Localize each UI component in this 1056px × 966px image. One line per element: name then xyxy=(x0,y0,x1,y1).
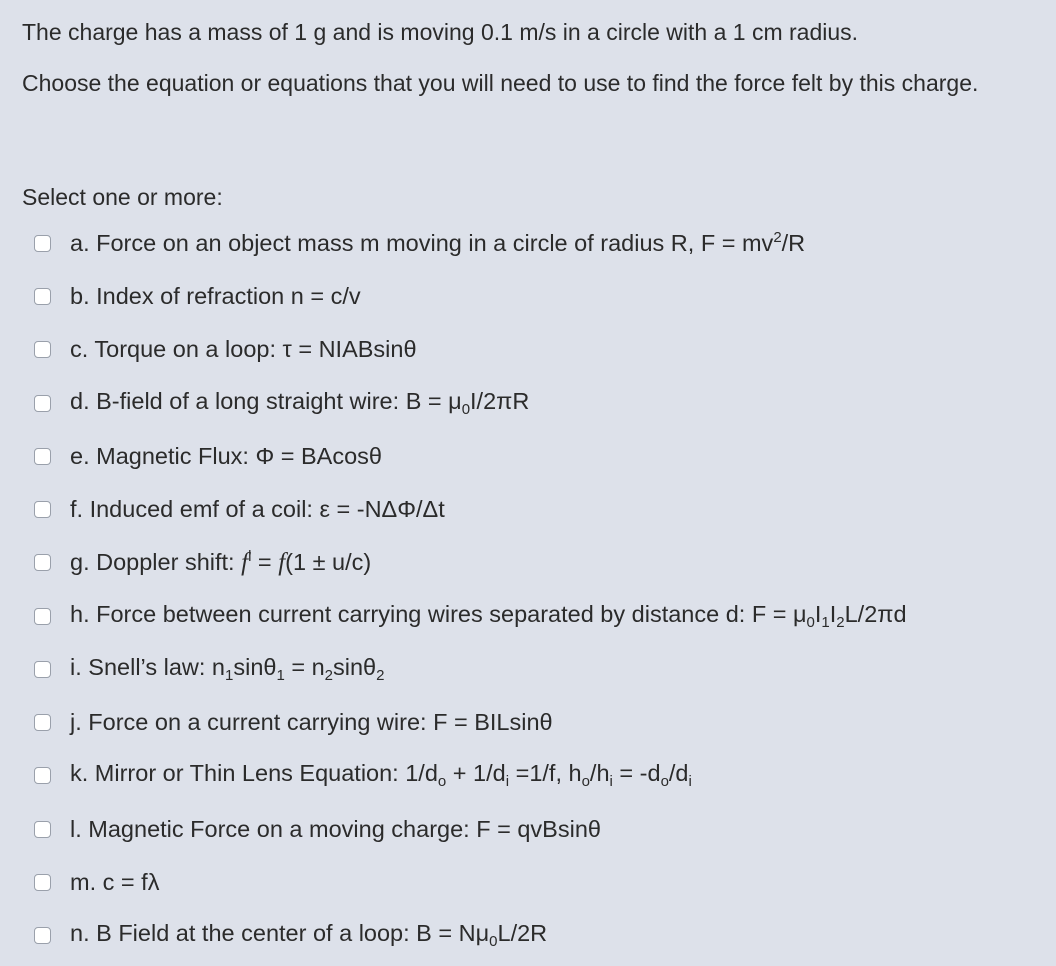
option-f-label: f. Induced emf of a coil: ε = -NΔΦ/Δt xyxy=(70,495,445,522)
option-n-checkbox[interactable] xyxy=(34,927,51,944)
option-l-label: l. Magnetic Force on a moving charge: F = qvBsinθ xyxy=(70,815,601,842)
select-prompt: Select one or more: xyxy=(22,184,223,210)
option-b[interactable] xyxy=(34,276,361,316)
option-k-checkbox[interactable] xyxy=(34,767,51,784)
option-n[interactable] xyxy=(34,915,547,955)
option-e-checkbox[interactable] xyxy=(34,448,51,465)
option-d-checkbox[interactable] xyxy=(34,395,51,412)
option-d[interactable] xyxy=(34,383,529,423)
option-b-label: b. Index of refraction n = c/v xyxy=(70,282,361,309)
option-h-label: h. Force between current carrying wires separated by distance d: $F = \mu_0I_1I_2L/2\pi d$ xyxy=(70,601,907,631)
option-n-label: n. B Field at the center of a loop: $B = N\mu_0L/2R$ xyxy=(70,920,548,950)
option-c[interactable] xyxy=(34,329,417,369)
option-m-label: m. c = fλ xyxy=(70,868,160,895)
option-f-checkbox[interactable] xyxy=(34,501,51,518)
option-c-checkbox[interactable] xyxy=(34,341,51,358)
option-i-checkbox[interactable] xyxy=(34,661,51,678)
option-i-label: i. Snell’s law: $n_1\sin\theta_1 = n_2\sin\theta_2$ xyxy=(70,654,385,684)
option-j-label: j. Force on a current carrying wire: F = BILsinθ xyxy=(70,708,553,735)
option-g-checkbox[interactable] xyxy=(34,554,51,571)
option-b-checkbox[interactable] xyxy=(34,288,51,305)
option-h[interactable] xyxy=(34,596,907,636)
option-g-label: g. Doppler shift: $f^l = f(1 \pm u/c)$ xyxy=(70,547,372,576)
option-k[interactable] xyxy=(34,755,692,795)
option-e[interactable] xyxy=(34,436,382,476)
option-f[interactable] xyxy=(34,489,445,529)
option-j-checkbox[interactable] xyxy=(34,714,51,731)
option-i[interactable] xyxy=(34,649,384,689)
option-j[interactable] xyxy=(34,702,553,742)
option-d-label: d. B-field of a long straight wire: $B = \mu_0I/2\pi R$ xyxy=(70,388,530,418)
option-l-checkbox[interactable] xyxy=(34,821,51,838)
option-a[interactable] xyxy=(34,223,805,263)
question-text: The charge has a mass of 1 g and is moving 0.1 m/s in a circle with a 1 cm radius. xyxy=(22,19,859,45)
option-m-checkbox[interactable] xyxy=(34,874,51,891)
question-instruction: Choose the equation or equations that you will need to use to find the force felt by this charge. xyxy=(22,70,979,96)
option-a-checkbox[interactable] xyxy=(34,235,51,252)
option-c-label: c. Torque on a loop: τ = NIABsinθ xyxy=(70,335,417,362)
option-h-checkbox[interactable] xyxy=(34,608,51,625)
option-g[interactable] xyxy=(34,542,371,582)
option-l[interactable] xyxy=(34,809,601,849)
option-m[interactable] xyxy=(34,862,159,902)
option-e-label: e. Magnetic Flux: Φ = BAcosθ xyxy=(70,442,382,469)
option-k-label: k. Mirror or Thin Lens Equation: $1/d_o + 1/d_i =1/f$, $h_o/h_i = -d_o/d_i$ xyxy=(70,760,692,790)
option-a-label: a. Force on an object mass m moving in a circle of radius R, $F = mv^2/R$ xyxy=(70,229,806,256)
